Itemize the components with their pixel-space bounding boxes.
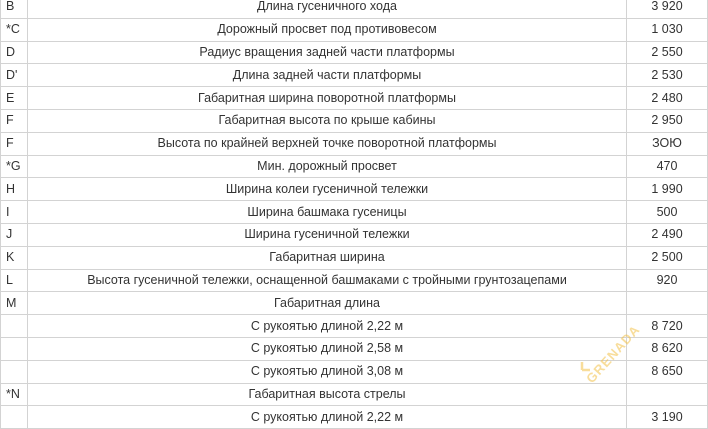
- table-row: [1, 246, 708, 269]
- row-value: 2 530: [627, 64, 708, 87]
- row-code: F: [1, 109, 28, 132]
- row-code: E: [1, 87, 28, 110]
- row-description: Габаритная высота по крыше кабины: [28, 109, 627, 132]
- table-row: [1, 0, 708, 18]
- row-code: K: [1, 246, 28, 269]
- row-value: 1 030: [627, 18, 708, 41]
- table-row: [1, 201, 708, 224]
- table-row: [1, 406, 708, 429]
- row-code: M: [1, 292, 28, 315]
- table-row: [1, 383, 708, 406]
- row-value: [627, 383, 708, 406]
- row-value: 3 190: [627, 406, 708, 429]
- row-value: 470: [627, 155, 708, 178]
- row-description: Ширина гусеничной тележки: [28, 223, 627, 246]
- row-value: 2 490: [627, 223, 708, 246]
- row-description: Ширина колеи гусеничной тележки: [28, 178, 627, 201]
- row-value: 1 990: [627, 178, 708, 201]
- row-code: L: [1, 269, 28, 292]
- table-row: [1, 178, 708, 201]
- row-description: Дорожный просвет под противовесом: [28, 18, 627, 41]
- row-description: С рукоятью длиной 2,58 м: [28, 337, 627, 360]
- table-row: [1, 132, 708, 155]
- row-description: С рукоятью длиной 2,22 м: [28, 406, 627, 429]
- table-row: [1, 223, 708, 246]
- table-row: [1, 41, 708, 64]
- row-code: *G: [1, 155, 28, 178]
- row-value: ЗОЮ: [627, 132, 708, 155]
- table-row: [1, 87, 708, 110]
- row-value: 2 480: [627, 87, 708, 110]
- row-code: [1, 337, 28, 360]
- row-value: 500: [627, 201, 708, 224]
- row-code: B: [1, 0, 28, 18]
- table-row: [1, 109, 708, 132]
- row-code: [1, 406, 28, 429]
- row-value: 2 550: [627, 41, 708, 64]
- table-row: [1, 18, 708, 41]
- row-code: [1, 315, 28, 338]
- row-value: 8 720: [627, 315, 708, 338]
- table-row: [1, 315, 708, 338]
- table-row: [1, 337, 708, 360]
- row-description: Габаритная ширина поворотной платформы: [28, 87, 627, 110]
- spec-table-body: [1, 0, 708, 429]
- table-row: [1, 269, 708, 292]
- row-value: 2 950: [627, 109, 708, 132]
- row-description: Радиус вращения задней части платформы: [28, 41, 627, 64]
- watermark-text: GRENADA: [583, 321, 643, 387]
- row-description: С рукоятью длиной 3,08 м: [28, 360, 627, 383]
- row-code: F: [1, 132, 28, 155]
- row-description: Габаритная ширина: [28, 246, 627, 269]
- row-code: H: [1, 178, 28, 201]
- row-description: Длина гусеничного хода: [28, 0, 627, 18]
- row-code: I: [1, 201, 28, 224]
- row-code: *C: [1, 18, 28, 41]
- row-code: *N: [1, 383, 28, 406]
- table-row: [1, 360, 708, 383]
- row-description: Длина задней части платформы: [28, 64, 627, 87]
- row-value: 2 500: [627, 246, 708, 269]
- row-value: [627, 292, 708, 315]
- row-description: Высота гусеничной тележки, оснащенной башмаками с тройными грунтозацепами: [28, 269, 627, 292]
- row-description: Высота по крайней верхней точке поворотной платформы: [28, 132, 627, 155]
- table-row: [1, 64, 708, 87]
- row-code: D: [1, 41, 28, 64]
- row-code: D': [1, 64, 28, 87]
- row-code: [1, 360, 28, 383]
- row-value: 920: [627, 269, 708, 292]
- row-value: 3 920: [627, 0, 708, 18]
- row-value: 8 650: [627, 360, 708, 383]
- row-description: С рукоятью длиной 2,22 м: [28, 315, 627, 338]
- row-description: Мин. дорожный просвет: [28, 155, 627, 178]
- row-description: Габаритная высота стрелы: [28, 383, 627, 406]
- row-description: Габаритная длина: [28, 292, 627, 315]
- row-value: 8 620: [627, 337, 708, 360]
- table-row: [1, 292, 708, 315]
- row-code: J: [1, 223, 28, 246]
- table-row: [1, 155, 708, 178]
- row-description: Ширина башмака гусеницы: [28, 201, 627, 224]
